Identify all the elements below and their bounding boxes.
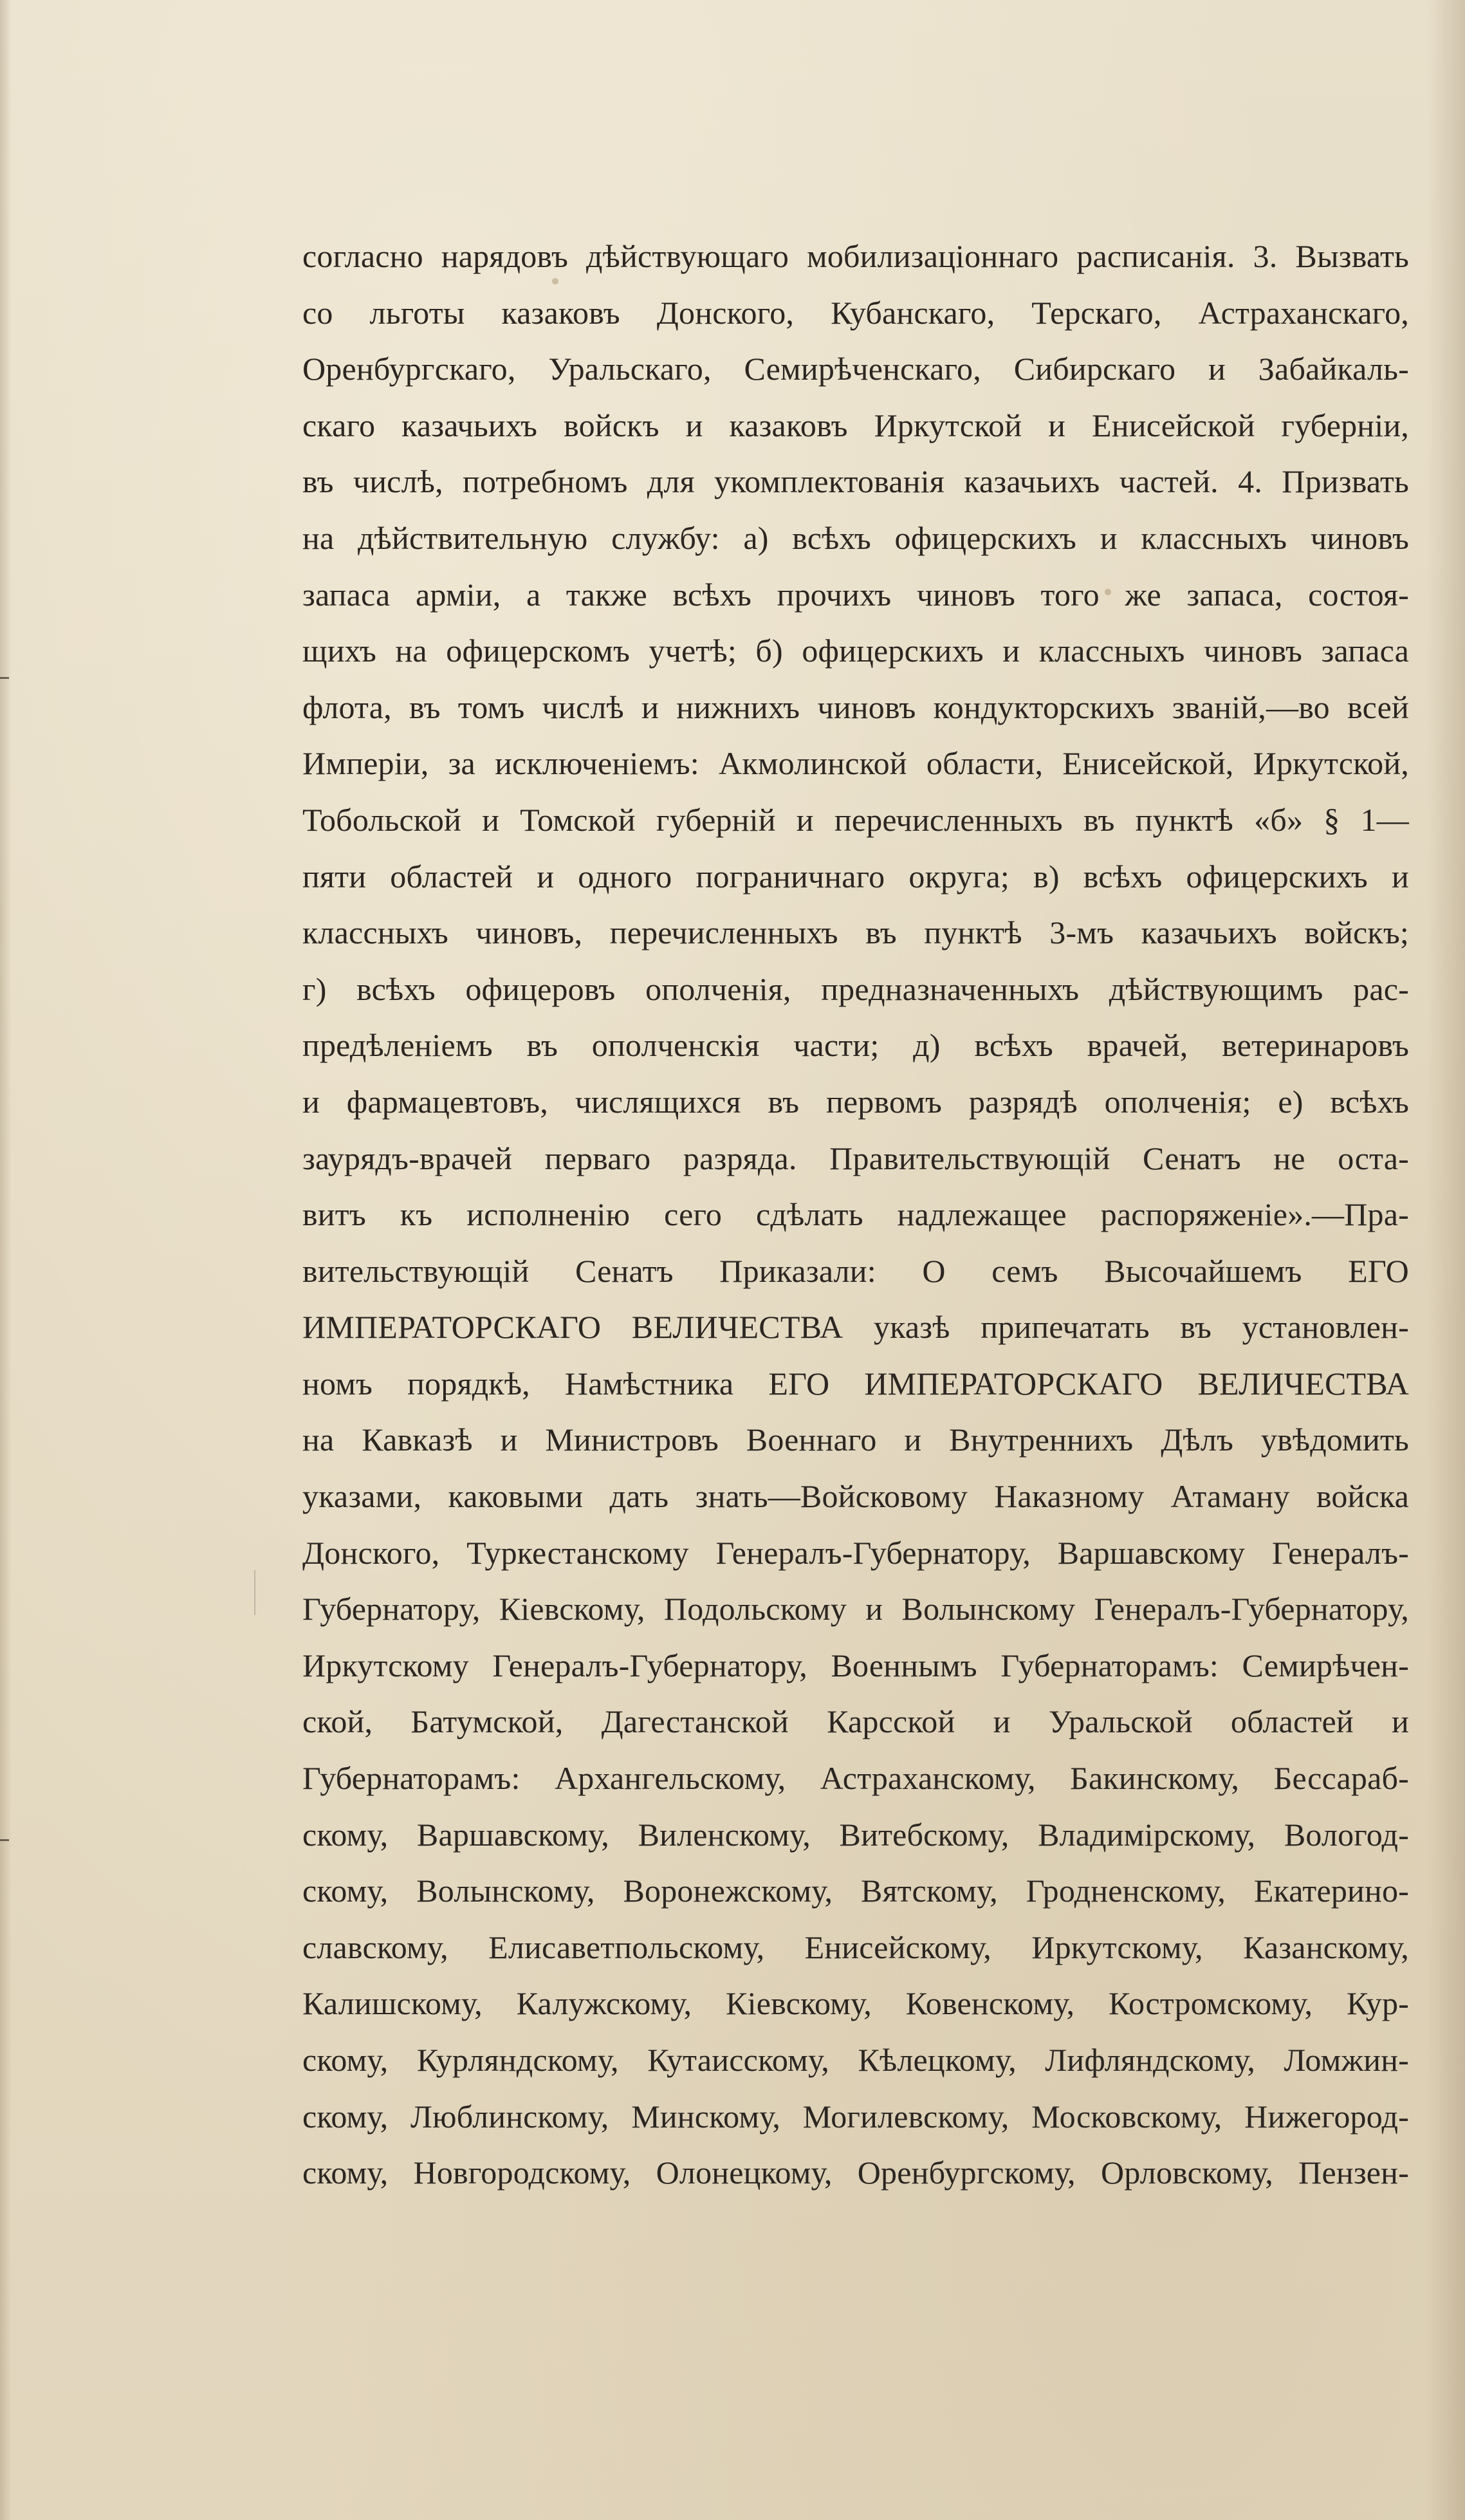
text-line: въ числѣ, потребномъ для укомплектованія казачьихъ частей. 4. Призвать — [302, 463, 1409, 500]
text-line: Губернаторамъ: Архангельскому, Астраханскому, Бакинскому, Бессараб- — [302, 1760, 1409, 1797]
text-line: скому, Волынскому, Воронежскому, Вятскому, Гродненскому, Екатерино- — [302, 1873, 1409, 1909]
text-line: витъ къ исполненію сего сдѣлать надлежащее распоряженіе».—Пра- — [302, 1196, 1409, 1233]
text-line: скаго казачьихъ войскъ и казаковъ Иркутской и Енисейской губерніи, — [302, 407, 1409, 443]
text-line: скому, Люблинскому, Минскому, Могилевскому, Московскому, Нижегород- — [302, 2098, 1409, 2135]
text-line: согласно нарядовъ дѣйствующаго мобилизаціоннаго расписанія. 3. Вызвать — [302, 238, 1409, 274]
text-line: классныхъ чиновъ, перечисленныхъ въ пунктѣ 3-мъ казачьихъ войскъ; — [302, 914, 1409, 951]
text-line: на Кавказѣ и Министровъ Военнаго и Внутреннихъ Дѣлъ увѣдомить — [302, 1422, 1409, 1458]
text-line: Губернатору, Кіевскому, Подольскому и Волынскому Генералъ-Губернатору, — [302, 1591, 1409, 1627]
text-line: пяти областей и одного пограничнаго округа; в) всѣхъ офицерскихъ и — [302, 858, 1409, 894]
text-line: со льготы казаковъ Донского, Кубанскаго, Терскаго, Астраханскаго, — [302, 294, 1409, 331]
text-line: Калишскому, Калужскому, Кіевскому, Ковенскому, Костромскому, Кур- — [302, 1985, 1409, 2022]
text-line: Иркутскому Генералъ-Губернатору, Военнымъ Губернаторамъ: Семирѣчен- — [302, 1647, 1409, 1683]
text-line: ИМПЕРАТОРСКАГО ВЕЛИЧЕСТВА указѣ припечатать въ установлен- — [302, 1309, 1409, 1346]
binding-crease — [254, 1570, 255, 1615]
text-line: Донского, Туркестанскому Генералъ-Губернатору, Варшавскому Генералъ- — [302, 1534, 1409, 1571]
text-line: Имперіи, за исключеніемъ: Акмолинской области, Енисейской, Иркутской, — [302, 745, 1409, 782]
text-line: номъ порядкѣ, Намѣстника ЕГО ИМПЕРАТОРСКАГО ВЕЛИЧЕСТВА — [302, 1365, 1409, 1402]
page-left-edge-shadow — [0, 0, 12, 2520]
text-line: запаса арміи, а также всѣхъ прочихъ чиновъ того же запаса, состоя- — [302, 576, 1409, 613]
text-line: заурядъ-врачей перваго разряда. Правительствующій Сенатъ не оста- — [302, 1140, 1409, 1176]
text-line: Тобольской и Томской губерній и перечисленныхъ въ пунктѣ «б» § 1— — [302, 801, 1409, 838]
text-line: г) всѣхъ офицеровъ ополченія, предназначенныхъ дѣйствующимъ рас- — [302, 970, 1409, 1007]
text-line: флота, въ томъ числѣ и нижнихъ чиновъ кондукторскихъ званій,—во всей — [302, 689, 1409, 725]
text-line: щихъ на офицерскомъ учетѣ; б) офицерскихъ и классныхъ чиновъ запаса — [302, 633, 1409, 669]
margin-mark — [0, 1839, 9, 1841]
text-line: предѣленіемъ въ ополченскія части; д) всѣхъ врачей, ветеринаровъ — [302, 1027, 1409, 1064]
text-line: указами, каковыми дать знать—Войсковому Наказному Атаману войска — [302, 1478, 1409, 1515]
text-line: на дѣйствительную службу: а) всѣхъ офицерскихъ и классныхъ чиновъ — [302, 519, 1409, 556]
text-line: скому, Варшавскому, Виленскому, Витебскому, Владимірскому, Вологод- — [302, 1816, 1409, 1853]
text-line: вительствующій Сенатъ Приказали: О семъ Высочайшемъ ЕГО — [302, 1252, 1409, 1289]
margin-mark — [0, 677, 9, 679]
text-line: ской, Батумской, Дагестанской Карсской и Уральской областей и — [302, 1703, 1409, 1740]
document-body-text — [302, 228, 1409, 2201]
text-line: и фармацевтовъ, числящихся въ первомъ разрядѣ ополченія; е) всѣхъ — [302, 1083, 1409, 1120]
text-line: скому, Новгородскому, Олонецкому, Оренбургскому, Орловскому, Пензен- — [302, 2154, 1409, 2191]
text-line: славскому, Елисаветпольскому, Енисейскому, Иркутскому, Казанскому, — [302, 1929, 1409, 1965]
text-line: Оренбургскаго, Уральскаго, Семирѣченскаго, Сибирскаго и Забайкаль- — [302, 351, 1409, 387]
page-right-edge-shadow — [1426, 0, 1465, 2520]
text-line: скому, Курляндскому, Кутаисскому, Кѣлецкому, Лифляндскому, Ломжин- — [302, 2042, 1409, 2078]
